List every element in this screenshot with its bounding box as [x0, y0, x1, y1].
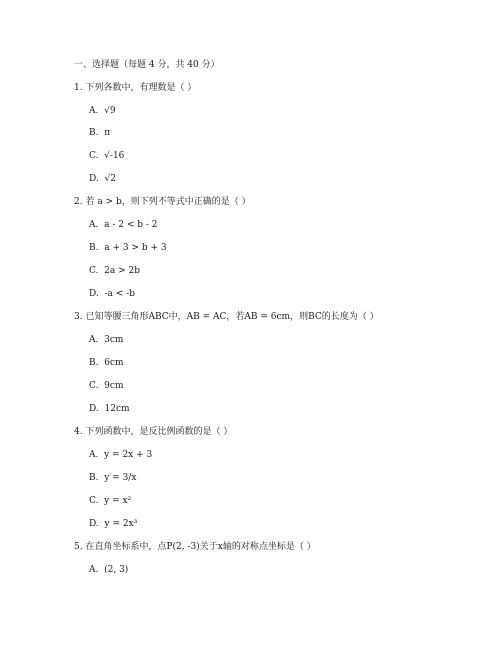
option-letter: A.: [89, 335, 99, 345]
question-number: 1.: [74, 83, 83, 93]
question-1-option-a: [89, 105, 116, 117]
question-4-option-d: [89, 518, 137, 530]
option-letter: B.: [89, 473, 99, 483]
section-title: 一、选择题（每题 4 分，共 40 分）: [74, 60, 220, 70]
option-text: 12cm: [104, 404, 130, 414]
question-3-option-a: [89, 334, 123, 346]
option-text: a - 2 < b - 2: [104, 220, 158, 230]
option-letter: A.: [89, 450, 99, 460]
question-text: 已知等腰三角形ABC中，AB = AC，若AB = 6cm，则BC的长度为（ ）: [85, 312, 379, 322]
question-2-stem: [74, 196, 251, 208]
question-4-option-b: [89, 472, 136, 484]
question-text: 若 a > b，则下列不等式中正确的是（ ）: [85, 197, 251, 207]
option-text: √-16: [104, 151, 125, 161]
question-5-option-a: [89, 564, 128, 576]
question-4-option-a: [89, 449, 152, 461]
question-4-stem: [74, 426, 232, 438]
question-1-option-d: [89, 173, 116, 185]
option-text: (2, 3): [104, 565, 129, 575]
question-1-option-b: [89, 127, 110, 139]
question-5-stem: [74, 541, 316, 553]
option-text: a + 3 > b + 3: [104, 243, 167, 253]
question-number: 2.: [74, 197, 83, 207]
option-letter: D.: [89, 519, 99, 529]
question-2-option-d: [89, 288, 135, 300]
option-letter: B.: [89, 243, 99, 253]
option-text: y = 2x + 3: [104, 450, 153, 460]
question-text: 下列各数中，有理数是（ ）: [85, 83, 197, 93]
option-letter: A.: [89, 220, 99, 230]
option-text: 6cm: [104, 358, 124, 368]
option-text: y = x²: [104, 496, 132, 506]
option-text: y = 3/x: [104, 473, 137, 483]
option-letter: A.: [89, 565, 99, 575]
option-letter: C.: [89, 266, 99, 276]
question-number: 5.: [74, 542, 83, 552]
option-letter: C.: [89, 381, 99, 391]
question-1-option-c: [89, 150, 124, 162]
question-3-option-b: [89, 357, 124, 369]
option-letter: D.: [89, 174, 99, 184]
question-3-stem: [74, 311, 379, 323]
option-text: 3cm: [104, 335, 124, 345]
option-letter: D.: [89, 289, 99, 299]
question-number: 3.: [74, 312, 83, 322]
option-text: √9: [104, 106, 116, 116]
question-3-option-d: [89, 403, 130, 415]
option-text: 2a > 2b: [104, 266, 141, 276]
option-letter: C.: [89, 151, 99, 161]
option-letter: C.: [89, 496, 99, 506]
question-1-stem: [74, 82, 196, 94]
option-letter: B.: [89, 358, 99, 368]
option-text: 9cm: [104, 381, 124, 391]
option-text: √2: [104, 174, 116, 184]
question-4-option-c: [89, 495, 131, 507]
option-text: -a < -b: [104, 289, 135, 299]
question-2-option-c: [89, 265, 140, 277]
question-number: 4.: [74, 427, 83, 437]
option-text: y = 2x³: [104, 519, 138, 529]
option-text: π: [104, 128, 111, 138]
question-text: 下列函数中，是反比例函数的是（ ）: [85, 427, 233, 437]
question-text: 在直角坐标系中，点P(2, -3)关于x轴的对称点坐标是（ ）: [85, 542, 316, 552]
question-2-option-a: [89, 219, 157, 231]
option-letter: B.: [89, 128, 99, 138]
option-letter: A.: [89, 106, 99, 116]
question-2-option-b: [89, 242, 167, 254]
question-3-option-c: [89, 380, 123, 392]
option-letter: D.: [89, 404, 99, 414]
